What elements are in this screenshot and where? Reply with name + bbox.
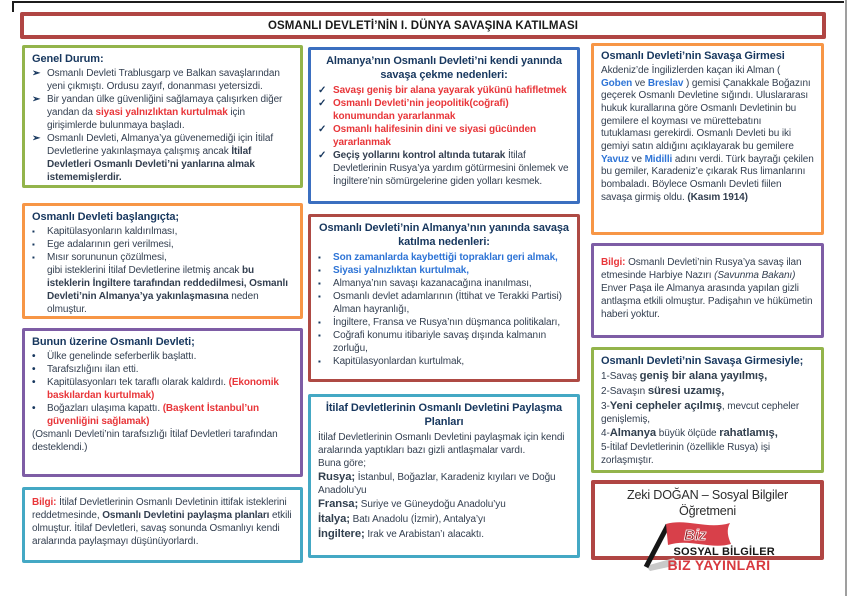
text-segment: geniş bir alana yayılmış,: [639, 370, 768, 383]
square-bullet-icon: ▪: [318, 278, 321, 288]
paragraph: [318, 431, 570, 457]
list-item: [318, 149, 570, 188]
list-item-text: [47, 350, 293, 363]
box-baslangicta: [22, 203, 303, 319]
check-bullet-icon: ✓: [318, 84, 327, 96]
text-segment: Kapitülasyonları tek taraflı olarak kaldırdı.: [47, 377, 229, 389]
list-item: [318, 316, 570, 329]
text-segment: Bilgi:: [32, 497, 57, 508]
text-segment: (Savunma Bakanı): [714, 270, 796, 281]
paragraph: [601, 256, 814, 321]
text-segment: Osmanlı Devletini paylaşma planları: [102, 510, 270, 521]
text-segment: Osmanlı Devleti, Almanya’ya güvenemediği için İtilaf Devletlerine yakınlaşmaya çalışmış ancak: [47, 133, 274, 158]
text-segment: Irak ve Arabistan’ı alacaktı.: [364, 528, 484, 540]
list-item-text: [333, 149, 570, 188]
text-segment: (Kasım 1914): [687, 191, 748, 203]
dot-bullet-icon: •: [32, 403, 36, 415]
text-segment: Midilli: [644, 153, 673, 165]
result-line: [601, 369, 814, 384]
list-item-text: [47, 363, 293, 376]
list-item-text: [47, 93, 293, 132]
share-line-ingiltere: [318, 527, 570, 542]
list-item: [32, 225, 293, 238]
text-segment: Bilgi:: [601, 257, 626, 268]
logo-line1: SOSYAL BİLGİLER: [673, 545, 775, 558]
list-item: [32, 363, 293, 376]
text-segment: Goben: [601, 77, 633, 89]
text-segment: Osmanlı Devleti Trablusgarp ve Balkan savaşlarından yeni çıkmıştı. Ordusu zayıf, donanması yetersizdi.: [47, 68, 280, 93]
square-bullet-icon: ▪: [318, 330, 321, 340]
list-item: [318, 84, 570, 97]
text-segment: ) gemisi Çanakkale Boğazını geçerek Osmanlı Devletine sığındı. Uluslararası hukuk kurallarına göre Osmanlı Devletinin bu gemilere el koyması ve mürettebatını tutuklaması gerekirdi. Osmanlı Devleti bu iki gemiyi satın aldığını açıklayarak bu gemilere: [601, 77, 811, 153]
paragraph: [601, 65, 814, 205]
list-item-text: [47, 225, 293, 238]
list-item: [318, 123, 570, 149]
paragraph: [32, 496, 293, 548]
box-paylasma-header: İtilaf Devletlerinin Osmanlı Devletini Paylaşma Planları: [325, 402, 563, 429]
text-segment: neden olmuştur.: [47, 291, 259, 316]
share-line-rusya: [318, 470, 570, 498]
share-line-italya: [318, 512, 570, 527]
arrow-bullet-icon: ➢: [32, 94, 41, 106]
text-segment: Yavuz: [601, 153, 629, 165]
box-genel-durum: [22, 45, 303, 188]
text-segment: İtilaf Devletlerinin Rusya’ya yardım götürmesini önlemek ve İngiltere’nin sömürgelerine giden yolları kesmek.: [333, 149, 569, 187]
text-segment: Osmanlı devlet adamlarının (İttihat ve Terakki Partisi) Alman hayranlığı,: [333, 290, 562, 315]
text-segment: Rusya;: [318, 470, 356, 483]
text-segment: (Başkent İstanbul’un güvenliğini sağlamak): [47, 403, 260, 428]
text-segment: Osmanlı Devleti’nin Rusya’ya savaş ilan etmesinde Harbiye Nazırı: [601, 257, 802, 281]
text-segment: İngiltere;: [318, 527, 365, 540]
text-segment: bu isteklerin İngiltere tarafından reddedilmesi, Osmanlı Devleti’nin Almanya’ya yakınlaşmasına: [47, 265, 288, 303]
text-segment: Mısır sorununun çözülmesi,: [47, 252, 167, 264]
text-segment: ve: [628, 153, 645, 165]
text-segment: Akdeniz’de İngilizlerden kaçan iki Alman (: [601, 64, 781, 76]
check-bullet-icon: ✓: [318, 149, 327, 161]
list-item-text: [333, 84, 570, 97]
square-bullet-icon: ▪: [318, 317, 321, 327]
list-item: [32, 350, 293, 363]
box-girmesiyle: [591, 347, 824, 473]
list-item-text: [47, 402, 293, 428]
box-bunun-uzerine-header: Bunun üzerine Osmanlı Devleti;: [32, 336, 195, 348]
text-segment: (Ekonomik baskılardan kurtulmak): [47, 377, 279, 402]
arrow-bullet-icon: ➢: [32, 68, 41, 80]
list-item: [318, 329, 570, 355]
paragraph: [47, 264, 293, 316]
text-segment: Batı Anadolu (İzmir), Antalya’yı: [349, 513, 486, 525]
list-item: [32, 93, 293, 132]
text-segment: süresi uzamış,: [647, 384, 725, 397]
dot-bullet-icon: •: [32, 351, 36, 363]
text-segment: Yeni cepheler açılmış: [609, 399, 722, 412]
list-item-text: [47, 132, 293, 184]
list-item: [32, 67, 293, 93]
page-edge-corner-tick: [12, 1, 14, 12]
text-segment: , mevcut cepheler genişlemiş,: [601, 400, 800, 426]
text-segment: 1-Savaş: [601, 371, 640, 383]
arrow-bullet-icon: ➢: [32, 133, 41, 145]
text-segment: Boğazları ulaşıma kapattı.: [47, 403, 163, 415]
flag-text: Biz: [683, 526, 706, 544]
text-segment: Osmanlı halifesinin dini ve siyasi gücünden yararlanmak: [333, 123, 536, 148]
list-item: [32, 376, 293, 402]
list-item-text: [333, 97, 570, 123]
text-segment: etkili olmuştur. İtilaf Devletleri, savaş sonunda Osmanlıyı kendi aralarında paylaşmayı düşünüyorlardı.: [32, 510, 292, 547]
box-bilgi-right: [591, 243, 824, 338]
author-name: Zeki DOĞAN – Sosyal Bilgiler Öğretmeni: [627, 488, 788, 519]
box-bunun-uzerine: [22, 328, 303, 477]
check-bullet-icon: ✓: [318, 97, 327, 109]
text-segment: Kapitülasyonların kaldırılması,: [47, 226, 178, 238]
text-segment: Fransa;: [318, 498, 359, 511]
page-title-box: [20, 12, 826, 39]
logo-line2: BİZ YAYINLARI: [667, 556, 771, 573]
list-item-text: [333, 264, 570, 277]
text-segment: Ülke genelinde seferberlik başlattı.: [47, 351, 197, 363]
text-segment: Enver Paşa ile Almanya arasında yapılan gizli antlaşma etkili olmuştur. Padişahın ve hükümetin haberi yoktur.: [601, 283, 813, 320]
dot-bullet-icon: •: [32, 364, 36, 376]
list-item-text: [47, 67, 293, 93]
list-item-text: [47, 251, 293, 264]
list-item: [32, 238, 293, 251]
square-bullet-icon: ▪: [32, 253, 35, 263]
square-bullet-icon: ▪: [32, 227, 35, 237]
square-bullet-icon: ▪: [318, 265, 321, 275]
list-item: [318, 251, 570, 264]
list-item: [318, 97, 570, 123]
page-edge-right: [845, 0, 847, 596]
square-bullet-icon: ▪: [318, 356, 321, 366]
list-item: [318, 264, 570, 277]
text-segment: Geçiş yollarını kontrol altında tutarak: [333, 149, 506, 161]
paragraph: [318, 457, 570, 470]
list-item: [32, 251, 293, 264]
text-segment: Coğrafi konumu itibariyle savaş dışında kalmanın zorluğu,: [333, 329, 547, 354]
text-segment: Osmanlı Devleti’nin jeopolitik(coğrafi) konumundan yararlanmak: [333, 97, 509, 122]
page-title: OSMANLI DEVLETİ’NİN I. DÜNYA SAVAŞINA KATILMASI: [267, 19, 579, 32]
list-item-text: [333, 251, 570, 264]
box-almanya-header: Almanya’nın Osmanlı Devleti’ni kendi yanında savaşa çekme nedenleri:: [326, 55, 562, 82]
text-segment: İtilaf Devletleri Osmanlı Devleti’ni yanlarına almak istememişlerdir.: [47, 146, 255, 184]
box-genel-durum-header: Genel Durum:: [32, 53, 104, 65]
text-segment: büyük ölçüde: [656, 428, 720, 440]
text-segment: İstanbul, Boğazlar, Karadeniz kıyıları ve Doğu Anadolu’yu: [318, 471, 556, 497]
list-item-text: [333, 277, 570, 290]
text-segment: için girişimlerde bulunmaya başladı.: [47, 107, 245, 132]
box-baslangicta-header: Osmanlı Devleti başlangıçta;: [32, 211, 179, 223]
text-segment: Bir yandan ülke güvenliğini sağlamaya çalışırken diğer yandan da: [47, 94, 283, 119]
box-almanya-nedenleri: [308, 47, 580, 204]
box-bilgi-left: [22, 487, 303, 563]
text-segment: Suriye ve Güneydoğu Anadolu’yu: [358, 499, 506, 511]
text-segment: Almanya’nın savaşı kazanacağına inanılması,: [333, 277, 532, 289]
publisher-logo: [628, 521, 788, 571]
text-segment: rahatlamış,: [719, 427, 778, 440]
text-segment: ve: [632, 77, 648, 89]
text-segment: siyasi yalnızlıktan kurtulmak: [95, 107, 228, 119]
list-item: [318, 277, 570, 290]
text-segment: Siyasi yalnızlıktan kurtulmak,: [333, 264, 469, 276]
text-segment: İngiltere, Fransa ve Rusya’nın düşmanca politikaları,: [333, 316, 561, 328]
box-katilma-header: Osmanlı Devleti’nin Almanya’nın yanında savaşa katılma nedenleri:: [319, 222, 569, 249]
text-segment: 5-İtilaf Devletlerinin (özellikle Rusya) işi zorlaşmıştır.: [601, 441, 770, 466]
text-segment: İtilaf Devletlerinin Osmanlı Devletini paylaşmak için kendi aralarında yaptıkları bazı gizli antlaşmalar vardı.: [318, 431, 565, 456]
dot-bullet-icon: •: [32, 377, 36, 389]
list-item-text: [47, 376, 293, 402]
result-line: [601, 426, 814, 441]
text-segment: adını verdi. Türk bayrağı çekilen bu gemiler, Karadeniz’e çıkarak Rus limanlarını bombaladı. Böylece Osmanlı Devleti fiilen savaşa girmiş oldu.: [601, 153, 814, 203]
result-line: [601, 441, 814, 467]
text-segment: Tarafsızlığını ilan etti.: [47, 364, 139, 376]
page-edge-top: [12, 1, 844, 3]
square-bullet-icon: ▪: [318, 252, 321, 262]
result-line: [601, 384, 814, 399]
text-segment: İtalya;: [318, 512, 350, 525]
text-segment: 2-Savaşın: [601, 385, 648, 397]
list-item-text: [333, 316, 570, 329]
box-katilma-nedenleri: [308, 214, 580, 382]
text-segment: gibi isteklerini İtilaf Devletlerine iletmiş ancak: [47, 265, 242, 277]
box-paylasma-planlari: [308, 394, 580, 558]
list-item-text: [333, 329, 570, 355]
text-segment: Almanya: [609, 427, 657, 440]
list-item-text: [333, 123, 570, 149]
text-segment: Savaşı geniş bir alana yayarak yükünü hafifletmek: [333, 84, 567, 96]
text-segment: (Osmanlı Devleti’nin tarafsızlığı İtilaf Devletleri tarafından desteklendi.): [32, 429, 278, 454]
text-segment: Breslav: [647, 77, 684, 89]
text-segment: Ege adalarının geri verilmesi,: [47, 239, 174, 251]
share-line-fransa: [318, 497, 570, 512]
box-savasa-girmesi: [591, 43, 824, 235]
list-item: [32, 402, 293, 428]
square-bullet-icon: ▪: [318, 291, 321, 301]
text-segment: Kapitülasyonlardan kurtulmak,: [333, 355, 465, 367]
text-segment: Son zamanlarda kaybettiği toprakları geri almak,: [333, 251, 558, 263]
list-item: [32, 132, 293, 184]
box-author: [591, 480, 824, 573]
list-item: [318, 290, 570, 316]
result-line: [601, 399, 814, 427]
check-bullet-icon: ✓: [318, 123, 327, 135]
text-segment: Buna göre;: [318, 457, 366, 469]
text-segment: 3-: [601, 400, 610, 412]
list-item-text: [47, 238, 293, 251]
box-girmesi-header: Osmanlı Devleti’nin Savaşa Girmesi: [601, 50, 785, 62]
text-segment: İtilaf Devletlerinin Osmanlı Devletinin ittifak isteklerini reddetmesinde,: [32, 497, 287, 521]
square-bullet-icon: ▪: [32, 240, 35, 250]
list-item-text: [333, 355, 570, 368]
paragraph: [32, 428, 293, 454]
text-segment: 4-: [601, 428, 610, 440]
list-item-text: [333, 290, 570, 316]
list-item: [318, 355, 570, 368]
box-girmesiyle-header: Osmanlı Devleti’nin Savaşa Girmesiyle;: [601, 355, 804, 367]
